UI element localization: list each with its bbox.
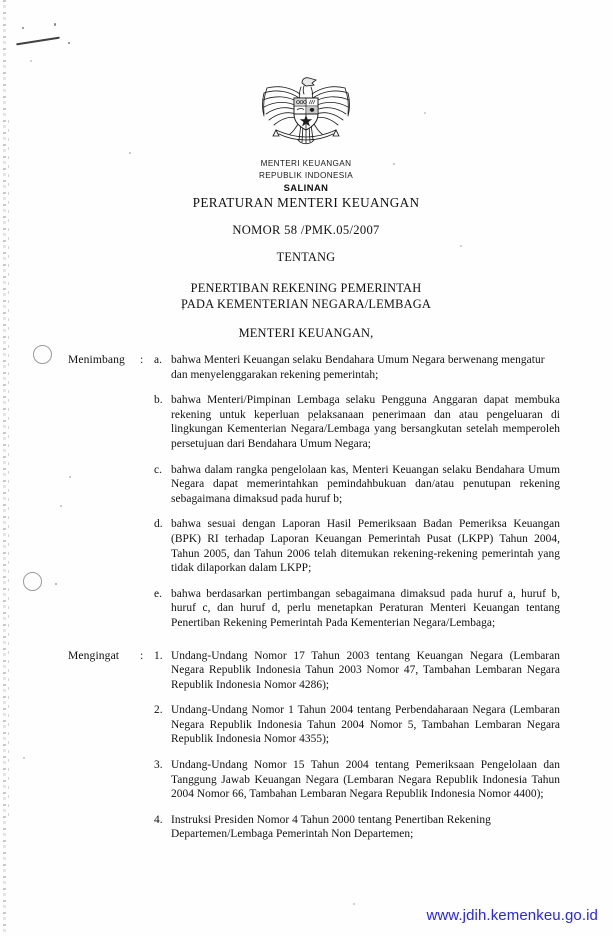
item-marker: 3. xyxy=(154,759,163,772)
hole-punch-mark xyxy=(23,572,42,591)
regulation-subject xyxy=(0,281,612,312)
item-marker: 1. xyxy=(154,649,163,662)
legal-basis-item-1 xyxy=(68,649,560,693)
consideration-item-e xyxy=(68,587,560,631)
considerations-colon: : xyxy=(140,353,144,366)
item-text: Undang-Undang Nomor 1 Tahun 2004 tentang Perbendaharaan Negara (Lembaran Negara Republik Indonesia Tahun 2004 Nomor 5, Tambahan Lembaran Negara Republik Indonesia Nomor 4355); xyxy=(171,704,560,746)
issuing-authority: MENTERI KEUANGAN, xyxy=(238,326,374,340)
item-marker: c. xyxy=(154,463,163,476)
item-marker: e. xyxy=(154,587,163,600)
subject-line-2: PADA KEMENTERIAN NEGARA/LEMBAGA xyxy=(180,296,432,311)
item-text: bahwa Menteri/Pimpinan Lembaga selaku Pengguna Anggaran dapat membuka rekening untuk keperluan pelaksanaan penerimaan dan atau pengeluaran di lingkungan Kementerian Negara/Lembaga yang bersangkutan setelah memperoleh persetujuan dari Bendahara Umum Negara; xyxy=(171,394,560,450)
scan-speck xyxy=(30,60,32,62)
scan-speck xyxy=(55,583,57,585)
scan-speck xyxy=(68,42,70,44)
garuda-pancasila-emblem xyxy=(0,74,612,157)
section-gap xyxy=(68,631,560,649)
considerations-label: Menimbang xyxy=(68,353,125,366)
stray-pen-mark xyxy=(16,37,60,46)
regulation-number: NOMOR 58 /PMK.05/2007 xyxy=(232,223,380,237)
ministry-line-1: MENTERI KEUANGAN xyxy=(260,159,352,168)
copy-mark-salinan: SALINAN xyxy=(283,182,329,193)
ministry-line-2: REPUBLIK INDONESIA xyxy=(258,170,354,180)
legal-basis-section xyxy=(68,649,560,843)
consideration-item-b xyxy=(68,393,560,451)
item-text: bahwa berdasarkan pertimbangan sebagaimana dimaksud pada huruf a, huruf b, huruf c, dan huruf d, perlu menetapkan Peraturan Menteri Keuangan tentang Penertiban Rekening Pemerintah Pada Kementerian Negara/Lembaga; xyxy=(171,587,560,629)
item-marker: d. xyxy=(154,518,163,531)
consideration-item-d xyxy=(68,517,560,575)
item-text: Undang-Undang Nomor 15 Tahun 2004 tentang Pemeriksaan Pengelolaan dan Tanggung Jawab Keuangan Negara (Lembaran Negara Republik Indonesia Tahun 2004 Nomor 66, Tambahan Lembaran Negara Republik Indonesia Nomor 4400); xyxy=(171,759,560,801)
hole-punch-mark xyxy=(33,345,52,364)
item-text: Undang-Undang Nomor 17 Tahun 2003 tentang Keuangan Negara (Lembaran Negara Republik Indonesia Tahun 2003 Nomor 47, Tambahan Lembaran Negara Republik Indonesia Nomor 4286); xyxy=(171,649,560,691)
scan-speck xyxy=(22,27,24,29)
legal-basis-item-4 xyxy=(68,813,560,842)
scan-speck xyxy=(23,757,25,759)
item-text: bahwa Menteri Keuangan selaku Bendahara Umum Negara berwenang mengatur dan menyelenggarakan rekening pemerintah; xyxy=(171,354,545,381)
scan-speck xyxy=(60,505,62,507)
scan-speck xyxy=(353,903,355,905)
subject-line-1: PENERTIBAN REKENING PEMERINTAH xyxy=(190,281,422,295)
jdih-watermark-url[interactable]: www.jdih.kemenkeu.go.id xyxy=(426,907,598,924)
legal-basis-colon: : xyxy=(140,648,144,662)
item-marker: 2. xyxy=(154,704,163,717)
document-body xyxy=(68,353,560,842)
about-label: TENTANG xyxy=(276,250,336,264)
scan-speck xyxy=(460,245,462,247)
item-text: bahwa dalam rangka pengelolaan kas, Menteri Keuangan selaku Bendahara Umum Negara dapat memerintahkan pemindahbukuan dan/atau penutupan rekening sebagaimana dimaksud pada huruf b; xyxy=(171,463,560,505)
considerations-section xyxy=(68,353,560,631)
consideration-item-a xyxy=(68,353,560,382)
scan-speck xyxy=(54,23,56,26)
regulation-type-title: PERATURAN MENTERI KEUANGAN xyxy=(192,195,420,210)
masthead xyxy=(0,158,612,211)
consideration-item-c xyxy=(68,463,560,507)
item-text: Instruksi Presiden Nomor 4 Tahun 2000 tentang Penertiban Rekening Departemen/Lembaga Pemerintah Non Departemen; xyxy=(171,813,491,841)
item-marker: a. xyxy=(154,354,163,366)
legal-basis-item-3 xyxy=(68,758,560,802)
legal-basis-label: Mengingat xyxy=(68,648,120,662)
legal-basis-item-2 xyxy=(68,703,560,747)
item-marker: b. xyxy=(154,394,163,407)
item-marker: 4. xyxy=(154,813,163,826)
item-text: bahwa sesuai dengan Laporan Hasil Pemeriksaan Badan Pemeriksa Keuangan (BPK) RI terhadap Laporan Keuangan Pemerintah Pusat (LKPP) Tahun 2004, Tahun 2005, dan Tahun 2006 telah ditemukan rekening-rekening pemerintah yang tidak dilaporkan dalam LKPP; xyxy=(171,518,560,575)
